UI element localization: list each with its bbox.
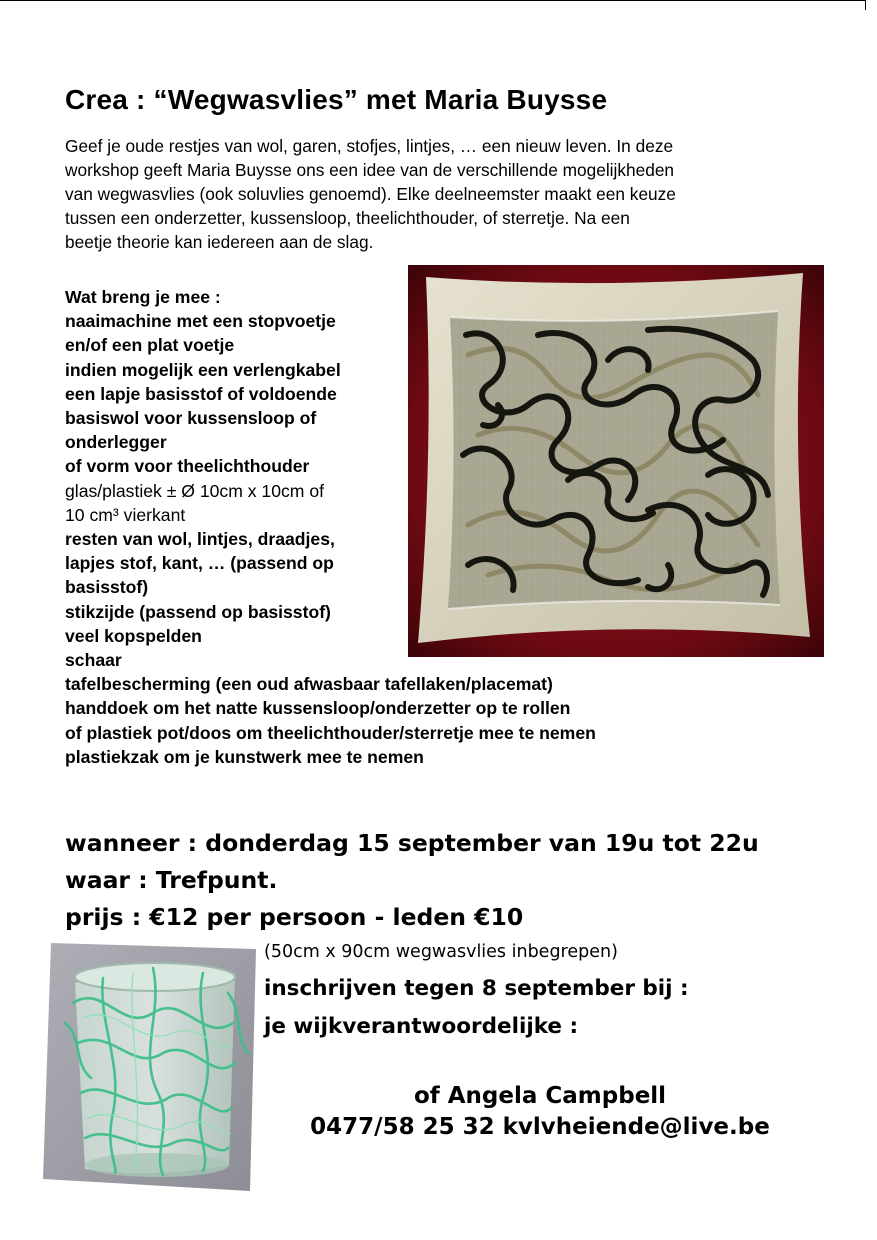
intro-line: Geef je oude restjes van wol, garen, stofjes, lintjes, … een nieuw leven. In deze [65,136,674,156]
bring-item: glas/plastiek ± Ø 10cm x 10cm of [65,480,325,501]
bring-item: resten van wol, lintjes, draadjes, [65,529,335,550]
intro-line: tussen een onderzetter, kussensloop, theelichthouder, of sterretje. Na een [65,208,630,228]
intro-line: workshop geeft Maria Buysse ons een idee van de verschillende mogelijkheden [65,160,675,180]
registration-deadline: inschrijven tegen 8 september bij : [264,976,689,1001]
pillow-photo [408,265,824,657]
bring-item: plastiekzak om je kunstwerk mee te nemen [65,746,424,767]
event-price: prijs : €12 per persoon - leden €10 [65,903,524,931]
bring-item: naaimachine met een stopvoetje [65,311,336,332]
page-title: Crea : “Wegwasvlies” met Maria Buysse [65,84,608,115]
bring-item: tafelbescherming (een oud afwasbaar tafellaken/placemat) [65,674,553,695]
top-border-line [0,0,866,1]
right-border-line [865,0,866,10]
tealight-holder-photo [43,943,256,1191]
event-where: waar : Trefpunt. [65,866,278,894]
bring-item: indien mogelijk een verlengkabel [65,359,341,380]
bring-item: schaar [65,650,122,671]
bring-item: veel kopspelden [65,625,202,646]
intro-line: van wegwasvlies (ook soluvlies genoemd). Elke deelneemster maakt een keuze [65,184,676,204]
bring-item: stikzijde (passend op basisstof) [65,601,331,622]
bring-item: lapjes stof, kant, … (passend op [65,553,334,574]
contact-name: of Angela Campbell [413,1083,667,1109]
bring-heading: Wat breng je mee : [65,287,221,307]
bring-item: onderlegger [65,432,167,453]
bring-item: en/of een plat voetje [65,335,235,356]
event-details [65,825,759,936]
event-when: wanneer : donderdag 15 september van 19u tot 22u [65,829,759,857]
bring-item: of vorm voor theelichthouder [65,456,310,477]
bring-item: of plastiek pot/doos om theelichthouder/sterretje mee te nemen [65,722,596,743]
bring-item: 10 cm³ vierkant [65,504,186,525]
registration-contact-label: je wijkverantwoordelijke : [264,1014,579,1039]
bring-item: handdoek om het natte kussensloop/onderzetter op te rollen [65,698,571,719]
bring-item: basisstof) [65,577,149,598]
bring-item: basiswol voor kussensloop of [65,408,317,429]
intro-line: beetje theorie kan iedereen aan de slag. [65,232,374,252]
bring-item: een lapje basisstof of voldoende [65,383,337,404]
price-included-note: (50cm x 90cm wegwasvlies inbegrepen) [264,942,618,962]
contact-phone-email: 0477/58 25 32 kvlvheiende@live.be [310,1114,770,1140]
intro-paragraph [65,134,825,254]
